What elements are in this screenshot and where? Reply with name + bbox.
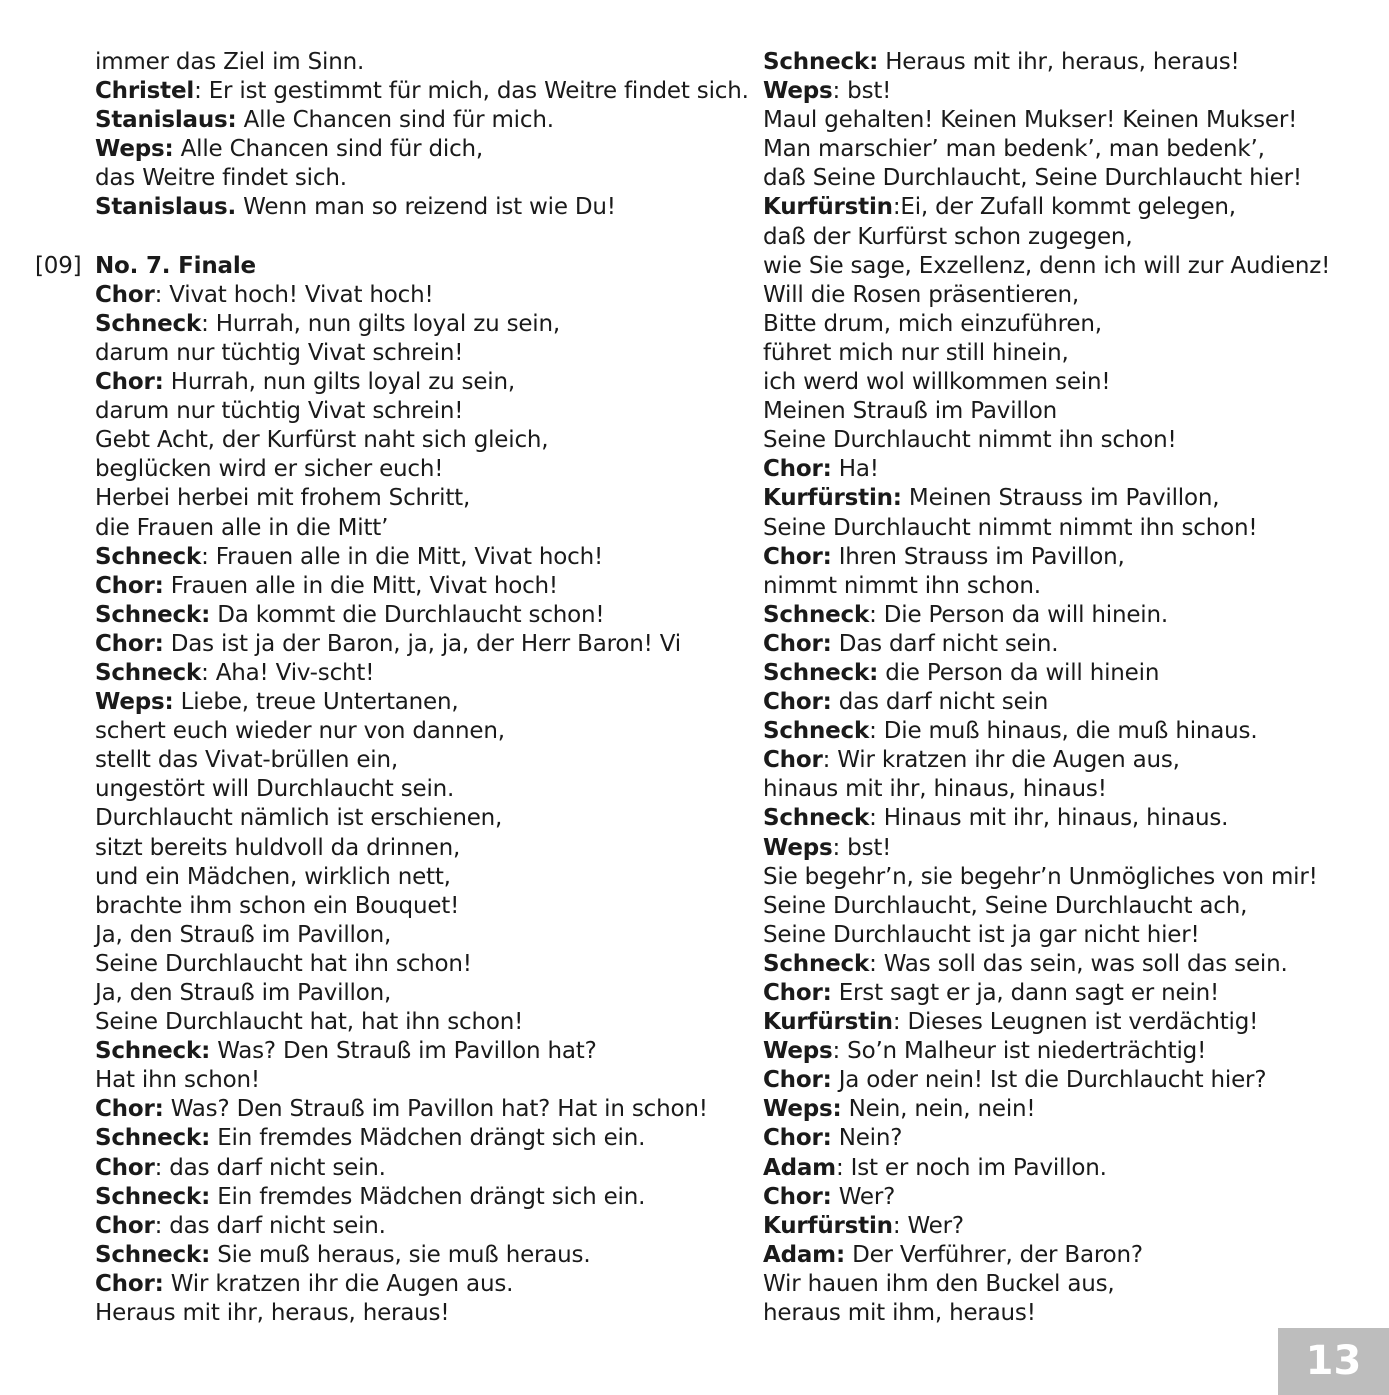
line-text: Wenn man so reizend ist wie Du! <box>236 194 616 221</box>
speaker-name: Chor: <box>95 369 164 396</box>
speaker-name: Adam: <box>763 1241 845 1268</box>
line-text: Seine Durchlaucht ist ja gar nicht hier! <box>763 921 1200 948</box>
line-text: Ja oder nein! Ist die Durchlaucht hier? <box>831 1067 1267 1094</box>
libretto-line <box>763 48 1363 77</box>
libretto-line <box>95 746 715 775</box>
line-text: : Die muß hinaus, die muß hinaus. <box>869 718 1258 745</box>
line-text: Gebt Acht, der Kurfürst naht sich gleich, <box>95 427 549 454</box>
line-text: : Die Person da will hinein. <box>869 601 1168 628</box>
libretto-line <box>95 426 715 455</box>
line-text: : Vivat hoch! Vivat hoch! <box>154 281 434 308</box>
speaker-name: Kurfürstin <box>763 194 893 221</box>
libretto-line <box>95 1008 715 1037</box>
speaker-name: Schneck <box>763 601 870 628</box>
heading-text: No. 7. Finale <box>95 252 256 279</box>
line-text: sitzt bereits huldvoll da drinnen, <box>95 834 461 861</box>
libretto-line <box>763 106 1363 135</box>
speaker-name: Schneck <box>763 718 870 745</box>
libretto-line <box>95 572 715 601</box>
libretto-line <box>95 1270 715 1299</box>
line-text: Frauen alle in die Mitt, Vivat hoch! <box>163 572 558 599</box>
libretto-line <box>763 688 1363 717</box>
libretto-line <box>763 455 1363 484</box>
libretto-line <box>763 1066 1363 1095</box>
libretto-line <box>763 310 1363 339</box>
blank-line <box>95 223 715 252</box>
speaker-name: Weps: <box>763 1096 842 1123</box>
libretto-line <box>763 164 1363 193</box>
line-text: : Wer? <box>892 1212 964 1239</box>
line-text: : So’n Malheur ist niederträchtig! <box>832 1038 1207 1065</box>
libretto-line <box>95 106 715 135</box>
speaker-name: Weps <box>763 834 833 861</box>
line-text: beglücken wird er sicher euch! <box>95 456 444 483</box>
speaker-name: Schneck <box>95 543 202 570</box>
line-text: : Er ist gestimmt für mich, das Weitre findet sich. <box>194 78 749 105</box>
libretto-line <box>95 1037 715 1066</box>
line-text: Meinen Strauss im Pavillon, <box>901 485 1220 512</box>
libretto-line <box>95 717 715 746</box>
libretto-line <box>95 979 715 1008</box>
speaker-name: Kurfürstin <box>763 1212 893 1239</box>
line-text: immer das Ziel im Sinn. <box>95 49 365 75</box>
libretto-line <box>763 717 1363 746</box>
speaker-name: Chor: <box>95 1270 164 1297</box>
speaker-name: Chor: <box>95 572 164 599</box>
speaker-name: Chor: <box>763 543 832 570</box>
line-text: das Weitre findet sich. <box>95 165 347 192</box>
libretto-line <box>763 863 1363 892</box>
line-text: : bst! <box>832 78 892 105</box>
line-text: Durchlaucht nämlich ist erschienen, <box>95 805 503 832</box>
libretto-line <box>763 281 1363 310</box>
libretto-line <box>95 659 715 688</box>
line-text: Nein? <box>831 1125 903 1152</box>
libretto-line <box>95 339 715 368</box>
libretto-line <box>95 892 715 921</box>
speaker-name: Chor <box>95 281 155 308</box>
libretto-line <box>95 455 715 484</box>
line-text: die Frauen alle in die Mitt’ <box>95 514 389 541</box>
libretto-line <box>763 630 1363 659</box>
line-text: Seine Durchlaucht hat ihn schon! <box>95 950 472 977</box>
speaker-name: Schneck: <box>95 601 211 628</box>
libretto-line <box>763 1154 1363 1183</box>
libretto-line <box>763 339 1363 368</box>
line-text: : Dieses Leugnen ist verdächtig! <box>892 1009 1259 1036</box>
speaker-name: Chor: <box>763 689 832 716</box>
libretto-line <box>95 863 715 892</box>
speaker-name: Schneck: <box>763 659 879 686</box>
line-text: Sie begehr’n, sie begehr’n Unmögliches von mir! <box>763 863 1318 890</box>
libretto-line <box>763 979 1363 1008</box>
libretto-line <box>763 950 1363 979</box>
libretto-line <box>763 223 1363 252</box>
libretto-line <box>763 426 1363 455</box>
speaker-name: Kurfürstin: <box>763 485 902 512</box>
libretto-line <box>95 1124 715 1153</box>
libretto-line <box>95 48 715 77</box>
libretto-line <box>763 543 1363 572</box>
line-text: Will die Rosen präsentieren, <box>763 281 1080 308</box>
line-text: : das darf nicht sein. <box>154 1154 386 1181</box>
line-text: führet mich nur still hinein, <box>763 339 1069 366</box>
libretto-line <box>763 252 1363 281</box>
speaker-name: Chor: <box>763 1183 832 1210</box>
speaker-name: Schneck: <box>95 1241 211 1268</box>
libretto-line <box>763 1299 1363 1328</box>
line-text: Ha! <box>831 456 879 483</box>
libretto-line <box>763 1241 1363 1270</box>
line-text: Liebe, treue Untertanen, <box>173 689 459 716</box>
libretto-line <box>763 397 1363 426</box>
libretto-line <box>95 310 715 339</box>
line-text: daß der Kurfürst schon zugegen, <box>763 223 1133 250</box>
libretto-line <box>95 1095 715 1124</box>
line-text: : Hurrah, nun gilts loyal zu sein, <box>201 310 560 337</box>
libretto-line <box>95 368 715 397</box>
libretto-line <box>763 1212 1363 1241</box>
speaker-name: Chor <box>95 1154 155 1181</box>
libretto-line <box>763 659 1363 688</box>
line-text: und ein Mädchen, wirklich nett, <box>95 863 451 890</box>
speaker-name: Weps: <box>95 136 174 163</box>
libretto-line <box>763 1008 1363 1037</box>
line-text: Ein fremdes Mädchen drängt sich ein. <box>210 1125 646 1152</box>
line-text: Maul gehalten! Keinen Mukser! Keinen Mukser! <box>763 107 1298 134</box>
libretto-line <box>763 1183 1363 1212</box>
libretto-line <box>763 804 1363 833</box>
libretto-line <box>763 572 1363 601</box>
speaker-name: Adam <box>763 1154 836 1181</box>
line-text: Alle Chancen sind für dich, <box>173 136 484 163</box>
libretto-column-left <box>35 48 749 1328</box>
speaker-name: Chor: <box>95 630 164 657</box>
speaker-name: Chor: <box>763 1125 832 1152</box>
line-text: Wer? <box>831 1183 896 1210</box>
libretto-line <box>95 921 715 950</box>
libretto-line <box>763 1124 1363 1153</box>
line-text: nimmt nimmt ihn schon. <box>763 572 1041 599</box>
speaker-name: Chor <box>95 1212 155 1239</box>
speaker-name: Schneck: <box>95 1125 211 1152</box>
speaker-name: Weps <box>763 78 833 105</box>
libretto-column-right <box>763 48 1363 1328</box>
libretto-line <box>763 368 1363 397</box>
line-text: das darf nicht sein <box>831 689 1049 716</box>
libretto-line <box>95 1066 715 1095</box>
line-text: Seine Durchlaucht nimmt ihn schon! <box>763 427 1177 454</box>
libretto-line <box>95 1241 715 1270</box>
line-text: Seine Durchlaucht nimmt nimmt ihn schon! <box>763 514 1258 541</box>
libretto-line <box>763 834 1363 863</box>
libretto-line <box>95 630 715 659</box>
line-text: Ja, den Strauß im Pavillon, <box>95 921 392 948</box>
libretto-line <box>95 164 715 193</box>
libretto-line <box>763 1270 1363 1299</box>
line-text: Ihren Strauss im Pavillon, <box>831 543 1125 570</box>
line-text: : Ist er noch im Pavillon. <box>835 1154 1107 1181</box>
speaker-name: Chor: <box>763 456 832 483</box>
libretto-line <box>95 950 715 979</box>
libretto-line <box>95 77 749 106</box>
speaker-name: Weps <box>763 1038 833 1065</box>
line-text: : bst! <box>832 834 892 861</box>
line-text: : Hinaus mit ihr, hinaus, hinaus. <box>869 805 1229 832</box>
libretto-line <box>95 543 715 572</box>
line-text: Seine Durchlaucht, Seine Durchlaucht ach, <box>763 892 1248 919</box>
line-text: Wir kratzen ihr die Augen aus. <box>163 1270 514 1297</box>
line-text: : Was soll das sein, was soll das sein. <box>869 950 1288 977</box>
libretto-line <box>763 601 1363 630</box>
line-text: Hurrah, nun gilts loyal zu sein, <box>163 369 515 396</box>
libretto-line <box>95 688 715 717</box>
line-text: Nein, nein, nein! <box>841 1096 1036 1123</box>
line-text: : Aha! Viv-scht! <box>201 659 375 686</box>
libretto-line <box>763 1095 1363 1124</box>
speaker-name: Chor: <box>763 1067 832 1094</box>
line-text: Man marschier’ man bedenk’, man bedenk’, <box>763 136 1265 163</box>
libretto-line <box>95 775 715 804</box>
speaker-name: Schneck <box>763 950 870 977</box>
line-text: darum nur tüchtig Vivat schrein! <box>95 398 464 425</box>
speaker-name: Schneck: <box>95 1183 211 1210</box>
line-text: : Frauen alle in die Mitt, Vivat hoch! <box>201 543 603 570</box>
line-text: Erst sagt er ja, dann sagt er nein! <box>831 980 1220 1006</box>
libretto-line <box>763 514 1363 543</box>
speaker-name: Schneck <box>95 310 202 337</box>
speaker-name: Chor: <box>95 1096 164 1123</box>
track-number: [09] <box>35 252 82 279</box>
libretto-line <box>95 281 715 310</box>
line-text: Meinen Strauß im Pavillon <box>763 398 1058 425</box>
libretto-line <box>95 193 715 222</box>
line-text: :Ei, der Zufall kommt gelegen, <box>892 194 1236 221</box>
line-text: Sie muß heraus, sie muß heraus. <box>210 1241 591 1268</box>
line-text: Ja, den Strauß im Pavillon, <box>95 980 392 1006</box>
libretto-line <box>763 1037 1363 1066</box>
speaker-name: Chor: <box>763 980 832 1006</box>
line-text: Da kommt die Durchlaucht schon! <box>210 601 605 628</box>
line-text: die Person da will hinein <box>878 659 1160 686</box>
libretto-line <box>95 397 715 426</box>
section-heading <box>35 252 715 281</box>
libretto-line <box>763 135 1363 164</box>
line-text: ungestört will Durchlaucht sein. <box>95 776 455 803</box>
speaker-name: Stanislaus: <box>95 107 237 134</box>
speaker-name: Christel <box>95 78 195 105</box>
line-text: wie Sie sage, Exzellenz, denn ich will zur Audienz! <box>763 252 1331 279</box>
line-text: Hat ihn schon! <box>95 1067 260 1094</box>
speaker-name: Chor: <box>763 630 832 657</box>
line-text: Das darf nicht sein. <box>831 630 1059 657</box>
libretto-line <box>763 892 1363 921</box>
libretto-line <box>763 77 1363 106</box>
libretto-line <box>95 484 715 513</box>
libretto-line <box>763 775 1363 804</box>
line-text: Heraus mit ihr, heraus, heraus! <box>878 49 1240 75</box>
libretto-line <box>95 601 715 630</box>
page-number: 13 <box>1278 1328 1389 1395</box>
speaker-name: Stanislaus. <box>95 194 237 221</box>
line-text: : das darf nicht sein. <box>154 1212 386 1239</box>
line-text: daß Seine Durchlaucht, Seine Durchlaucht hier! <box>763 165 1302 192</box>
libretto-line <box>763 921 1363 950</box>
line-text: Was? Den Strauß im Pavillon hat? <box>210 1038 597 1065</box>
line-text: darum nur tüchtig Vivat schrein! <box>95 339 464 366</box>
libretto-line <box>95 1183 715 1212</box>
line-text: Bitte drum, mich einzuführen, <box>763 310 1102 337</box>
libretto-line <box>763 193 1363 222</box>
libretto-line <box>763 746 1363 775</box>
line-text: Was? Den Strauß im Pavillon hat? Hat in schon! <box>163 1096 708 1123</box>
libretto-line <box>95 804 715 833</box>
line-text: Wir hauen ihm den Buckel aus, <box>763 1270 1115 1297</box>
line-text: heraus mit ihm, heraus! <box>763 1300 1036 1327</box>
speaker-name: Kurfürstin <box>763 1009 893 1036</box>
line-text: : Wir kratzen ihr die Augen aus, <box>822 747 1180 774</box>
speaker-name: Schneck: <box>763 49 879 75</box>
line-text: Heraus mit ihr, heraus, heraus! <box>95 1300 450 1327</box>
speaker-name: Schneck: <box>95 1038 211 1065</box>
line-text: ich werd wol willkommen sein! <box>763 369 1111 396</box>
line-text: Alle Chancen sind für mich. <box>236 107 554 134</box>
line-text: stellt das Vivat-brüllen ein, <box>95 747 398 774</box>
speaker-name: Schneck <box>763 805 870 832</box>
line-text: Das ist ja der Baron, ja, ja, der Herr Baron! Vi <box>163 630 681 657</box>
libretto-line <box>95 1212 715 1241</box>
line-text: brachte ihm schon ein Bouquet! <box>95 892 460 919</box>
line-text: Ein fremdes Mädchen drängt sich ein. <box>210 1183 646 1210</box>
line-text: Herbei herbei mit frohem Schritt, <box>95 485 471 512</box>
speaker-name: Chor <box>763 747 823 774</box>
libretto-line <box>95 135 715 164</box>
libretto-line <box>95 1299 715 1328</box>
line-text: schert euch wieder nur von dannen, <box>95 718 505 745</box>
libretto-line <box>95 834 715 863</box>
line-text: hinaus mit ihr, hinaus, hinaus! <box>763 776 1107 803</box>
line-text: Der Verführer, der Baron? <box>844 1241 1143 1268</box>
speaker-name: Schneck <box>95 659 202 686</box>
speaker-name: Weps: <box>95 689 174 716</box>
line-text: Seine Durchlaucht hat, hat ihn schon! <box>95 1009 524 1036</box>
libretto-line <box>763 484 1363 513</box>
libretto-line <box>95 514 715 543</box>
libretto-line <box>95 1154 715 1183</box>
